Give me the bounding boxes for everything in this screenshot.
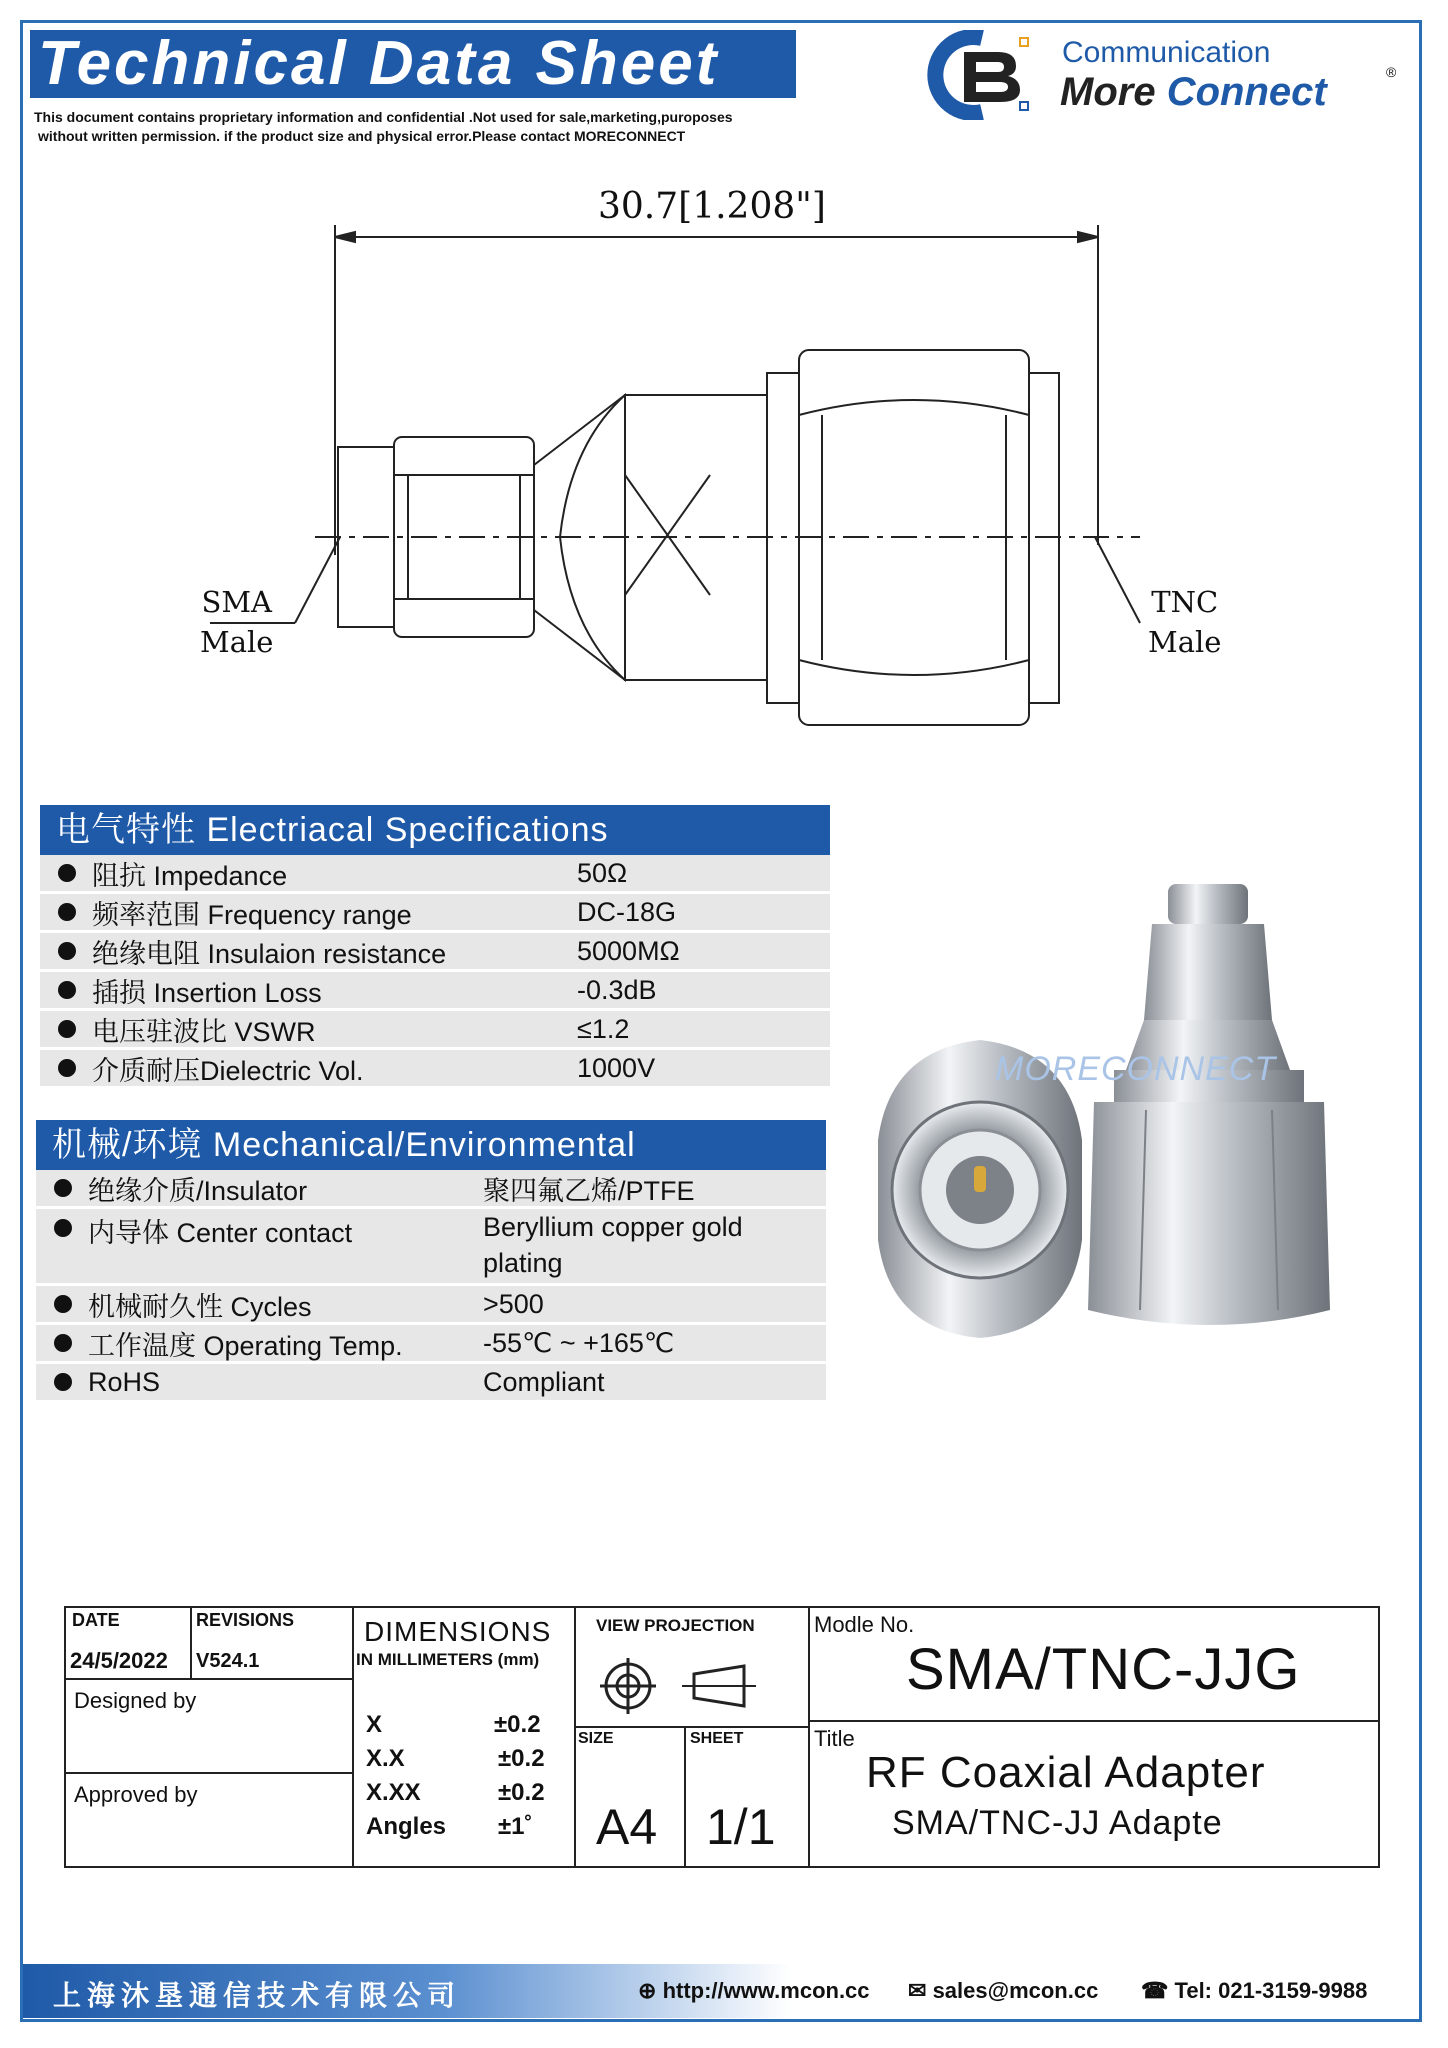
title-label: Title [814,1726,855,1751]
disclaimer-line-1: This document contains proprietary information and confidential .Not used for sale,marketing,puroposes [34,109,733,125]
brand-tagline: Communication [1062,36,1271,69]
tolerance-value: ±0.2 [498,1745,545,1772]
left-end-type: SMA [201,585,272,619]
spec-row [40,1011,830,1050]
company-logo-icon [920,30,1038,120]
bullet-icon [58,942,76,960]
tolerance-name: Angles [366,1813,447,1840]
tolerance-name: X [366,1711,383,1738]
email-contact [908,1978,1098,2004]
bullet-icon [58,1020,76,1038]
brand-name-part-1: More [1060,70,1167,114]
spec-label: 阻抗 Impedance [92,860,288,891]
photo-watermark: MORECONNECT [995,1050,1277,1088]
spec-row [40,1050,830,1089]
spec-row [36,1364,826,1403]
email-link[interactable]: sales@mcon.cc [932,1978,1099,2003]
website-link[interactable]: http://www.mcon.cc [662,1978,870,2003]
spec-row [36,1286,826,1325]
left-end-label [200,582,273,662]
spec-label: 介质耐压Dielectric Vol. [92,1055,364,1086]
product-title: RF Coaxial Adapter [866,1748,1266,1797]
dimensions-label: DIMENSIONS [364,1616,552,1647]
spec-label: 内导体 Center contact [88,1218,353,1248]
tolerance-name: X.X [366,1745,405,1772]
brand-name-part-2: Connect [1166,70,1327,114]
revisions-value: V524.1 [196,1650,260,1672]
title-block [64,1606,1380,1868]
spec-row [40,933,830,972]
spec-row [36,1170,826,1209]
spec-label: 绝缘电阻 Insulaion resistance [92,938,447,969]
envelope-icon: ✉ [908,1978,927,2003]
spec-label: 机械耐久性 Cycles [88,1291,312,1322]
spec-value: -0.3dB [577,974,657,1005]
bullet-icon [54,1179,72,1197]
mechanical-specifications [36,1120,826,1403]
bullet-icon [58,1059,76,1077]
sheet-label: SHEET [690,1730,744,1747]
bullet-icon [54,1334,72,1352]
right-end-label [1148,582,1221,662]
document-title: Technical Data Sheet [30,30,796,98]
size-value: A4 [596,1799,658,1855]
spec-value: -55℃ ~ +165℃ [483,1327,675,1358]
left-end-gender: Male [200,625,274,659]
globe-icon: ⊕ [638,1978,657,2003]
disclaimer [34,108,733,146]
connector-drawing [150,175,1150,745]
spec-value: ≤1.2 [577,1013,630,1044]
overall-length-dimension: 30.7[1.208"] [598,186,826,227]
approved-by-label: Approved by [74,1782,198,1807]
tolerance-value: ±1˚ [498,1813,533,1840]
bullet-icon [54,1219,72,1237]
right-end-gender: Male [1148,625,1222,659]
designed-by-label: Designed by [74,1688,197,1713]
disclaimer-line-2: without written permission. if the product size and physical error.Please contact MORECONNECT [38,128,686,144]
size-label: SIZE [578,1730,614,1747]
spec-value: 50Ω [577,857,628,888]
bullet-icon [58,903,76,921]
date-label: DATE [72,1610,120,1630]
spec-row [40,972,830,1011]
units-label: IN MILLIMETERS (mm) [356,1650,540,1669]
spec-value: 5000MΩ [577,935,680,966]
spec-value: >500 [483,1288,544,1319]
model-label: Modle No. [814,1612,915,1637]
spec-value: Beryllium copper gold plating [483,1212,743,1278]
electrical-heading: 电气特性 Electriacal Specifications [40,805,830,855]
website-contact [638,1978,870,2004]
spec-row [36,1325,826,1364]
spec-label: 频率范围 Frequency range [92,899,412,930]
sheet-value: 1/1 [706,1799,776,1855]
tolerance-name: X.XX [366,1779,421,1806]
date-value: 24/5/2022 [70,1648,168,1673]
product-photo [870,870,1390,1350]
spec-label: 工作温度 Operating Temp. [88,1330,403,1361]
spec-label: 电压驻波比 VSWR [92,1016,316,1047]
brand-name [1060,70,1327,115]
spec-value: Compliant [483,1366,605,1397]
bullet-icon [58,864,76,882]
spec-label: 绝缘介质/Insulator [88,1175,308,1206]
revisions-label: REVISIONS [196,1610,295,1630]
tolerance-value: ±0.2 [494,1711,541,1738]
phone-contact [1141,1978,1367,2004]
right-end-type: TNC [1151,585,1219,619]
spec-value: 聚四氟乙烯/PTFE [483,1175,695,1206]
company-name: 上海沐垦通信技术有限公司 [53,1979,462,2012]
product-subtitle: SMA/TNC-JJ Adapte [892,1804,1223,1842]
spec-row [36,1209,826,1286]
electrical-specifications [40,805,830,1089]
mechanical-heading: 机械/环境 Mechanical/Environmental [36,1120,826,1170]
spec-value: 1000V [577,1052,656,1083]
bullet-icon [54,1373,72,1391]
bullet-icon [54,1295,72,1313]
bullet-icon [58,981,76,999]
spec-row [40,894,830,933]
phone-number: Tel: 021-3159-9988 [1174,1978,1368,2003]
tolerance-list [366,1708,566,1844]
tolerance-value: ±0.2 [498,1779,545,1806]
telephone-icon: ☎ [1141,1978,1169,2003]
spec-row [40,855,830,894]
spec-label: RoHS [88,1366,161,1397]
registered-mark: ® [1386,64,1397,80]
spec-label: 插损 Insertion Loss [92,977,322,1008]
model-number: SMA/TNC-JJG [906,1637,1301,1702]
spec-value: DC-18G [577,896,677,927]
projection-symbol-icon [598,1652,798,1716]
footer-bar [23,1964,1419,2018]
view-projection-label: VIEW PROJECTION [596,1616,755,1635]
